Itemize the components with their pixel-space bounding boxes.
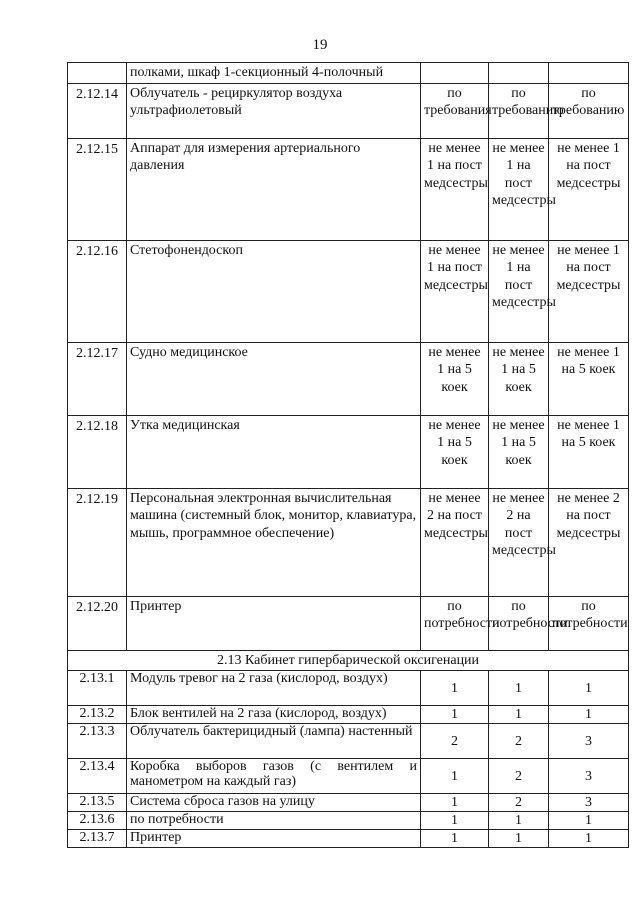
row-qty-2: 2 — [489, 759, 549, 794]
row-qty-3: по требованию — [549, 83, 629, 138]
row-qty-1: 1 — [421, 671, 489, 706]
page-number: 19 — [312, 37, 328, 53]
row-qty-2: не менее 1 на пост медсестры — [489, 240, 549, 342]
row-number: 2.13.5 — [68, 794, 127, 812]
row-qty-1: 1 — [421, 830, 489, 848]
row-qty-3: 3 — [549, 794, 629, 812]
row-qty-3: 1 — [549, 671, 629, 706]
row-number: 2.12.18 — [68, 415, 127, 488]
table-row — [68, 671, 629, 706]
row-name: Коробка выборов газов (с вентилем и манометром на каждый газ) — [127, 759, 421, 794]
row-number: 2.12.19 — [68, 488, 127, 596]
row-number: 2.12.15 — [68, 138, 127, 240]
row-number: 2.13.2 — [68, 706, 127, 724]
row-qty-2: не менее 1 на 5 коек — [489, 415, 549, 488]
row-number — [68, 63, 127, 84]
row-qty-3: 1 — [549, 830, 629, 848]
row-name: Принтер — [127, 830, 421, 848]
row-name: Аппарат для измерения артериального давления — [127, 138, 421, 240]
row-qty-1: не менее 1 на 5 коек — [421, 415, 489, 488]
row-name: Утка медицинская — [127, 415, 421, 488]
row-qty-2: 1 — [489, 812, 549, 830]
row-name: Модуль тревог на 2 газа (кислород, воздух) — [127, 671, 421, 706]
row-number: 2.13.4 — [68, 759, 127, 794]
row-qty-1: не менее 1 на пост медсестры — [421, 138, 489, 240]
row-number: 2.13.1 — [68, 671, 127, 706]
row-qty-1: не менее 2 на пост медсестры — [421, 488, 489, 596]
row-number: 2.12.14 — [68, 83, 127, 138]
table-row — [68, 794, 629, 812]
continuation-row — [68, 63, 629, 84]
table-row — [68, 812, 629, 830]
row-qty-2: 2 — [489, 794, 549, 812]
table-row — [68, 830, 629, 848]
row-qty-3: 1 — [549, 812, 629, 830]
table-row — [68, 83, 629, 138]
row-name: Судно медицинское — [127, 342, 421, 415]
row-name: Блок вентилей на 2 газа (кислород, воздух) — [127, 706, 421, 724]
row-qty-1: 1 — [421, 706, 489, 724]
section-header-row — [68, 650, 629, 671]
row-qty-3: не менее 1 на 5 коек — [549, 415, 629, 488]
row-name: полками, шкаф 1-секционный 4-полочный — [127, 63, 421, 84]
row-number: 2.13.6 — [68, 812, 127, 830]
row-name: Принтер — [127, 596, 421, 650]
equipment-table — [67, 62, 629, 848]
row-name: по потребности — [127, 812, 421, 830]
row-qty-2: 1 — [489, 830, 549, 848]
row-name: Облучатель бактерицидный (лампа) настенный — [127, 724, 421, 759]
row-qty-3: не менее 1 на пост медсестры — [549, 240, 629, 342]
table-row — [68, 138, 629, 240]
row-number: 2.13.3 — [68, 724, 127, 759]
row-qty-3: не менее 1 на пост медсестры — [549, 138, 629, 240]
table-row — [68, 724, 629, 759]
row-qty-3: 3 — [549, 759, 629, 794]
table-row — [68, 706, 629, 724]
row-name: Облучатель - рециркулятор воздуха ультрафиолетовый — [127, 83, 421, 138]
row-qty-1: 2 — [421, 724, 489, 759]
row-qty-1: не менее 1 на 5 коек — [421, 342, 489, 415]
row-number: 2.12.16 — [68, 240, 127, 342]
row-qty-2: не менее 1 на 5 коек — [489, 342, 549, 415]
row-qty-3: не менее 1 на 5 коек — [549, 342, 629, 415]
table-row — [68, 342, 629, 415]
row-qty-2: не менее 1 на пост медсестры — [489, 138, 549, 240]
row-qty-1: не менее 1 на пост медсестры — [421, 240, 489, 342]
row-qty-2: не менее 2 на пост медсестры — [489, 488, 549, 596]
row-number: 2.12.17 — [68, 342, 127, 415]
row-name: Персональная электронная вычислительная машина (системный блок, монитор, клавиатура, мышь, программное обеспечение) — [127, 488, 421, 596]
row-qty-1: по потребности — [421, 596, 489, 650]
table-row — [68, 488, 629, 596]
table-row — [68, 759, 629, 794]
row-name: Стетофонендоскоп — [127, 240, 421, 342]
table-row — [68, 240, 629, 342]
row-qty-1: по требования — [421, 83, 489, 138]
row-qty-3: по потребности — [549, 596, 629, 650]
row-qty-3: не менее 2 на пост медсестры — [549, 488, 629, 596]
row-qty-3: 3 — [549, 724, 629, 759]
section-title: 2.13 Кабинет гипербарической оксигенации — [68, 650, 629, 671]
row-number: 2.13.7 — [68, 830, 127, 848]
row-qty-3: 1 — [549, 706, 629, 724]
row-qty-2: 2 — [489, 724, 549, 759]
row-qty-1: 1 — [421, 812, 489, 830]
row-qty-2: по потребности — [489, 596, 549, 650]
row-qty-1: 1 — [421, 759, 489, 794]
table-row — [68, 596, 629, 650]
row-name: Система сброса газов на улицу — [127, 794, 421, 812]
table-row — [68, 415, 629, 488]
row-number: 2.12.20 — [68, 596, 127, 650]
row-qty-2: 1 — [489, 671, 549, 706]
row-qty-2: 1 — [489, 706, 549, 724]
row-qty-2: по требованию — [489, 83, 549, 138]
row-qty-1: 1 — [421, 794, 489, 812]
